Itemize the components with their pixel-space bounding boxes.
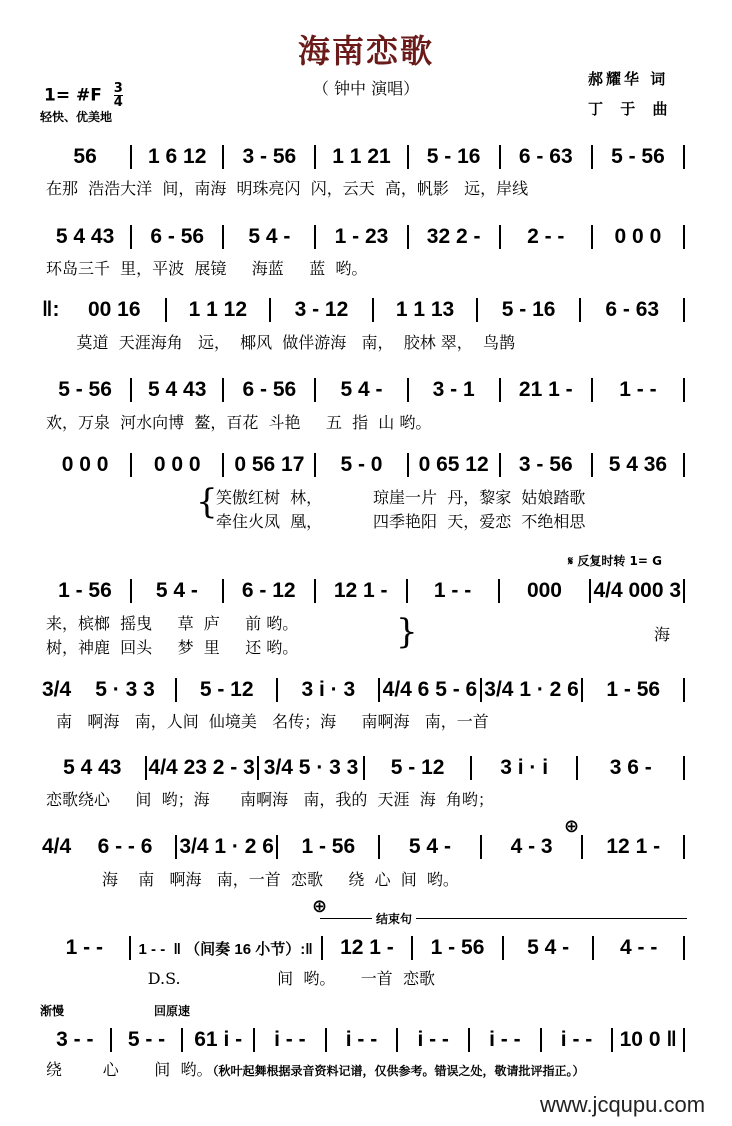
- barline: [499, 225, 501, 249]
- time-signature: [114, 82, 123, 109]
- barline: [683, 298, 685, 322]
- measure: 6 - 12: [241, 579, 296, 602]
- segno-marking: [568, 552, 662, 569]
- barline: [222, 579, 224, 603]
- barline: [591, 225, 593, 249]
- lyrics-line: 海 南 啊海 南，一首 恋歌 绕 心 间 哟。: [46, 870, 459, 889]
- barline: [181, 1028, 183, 1052]
- measure: 1 6 12: [148, 145, 207, 168]
- measure: 5 4 36: [608, 453, 668, 476]
- measure: i - -: [274, 1028, 306, 1051]
- measure: 1 - -: [433, 579, 472, 602]
- barline: [269, 298, 271, 322]
- measure: 1 - 56: [606, 678, 661, 701]
- barline: [683, 835, 685, 859]
- tempo-marking: 轻快、优美地: [40, 110, 113, 124]
- lyrics-line: [46, 1057, 584, 1080]
- time-den: 4: [113, 95, 123, 110]
- measure: 21 1 -: [518, 378, 573, 401]
- measure: 4 - -: [620, 936, 658, 959]
- measure: 1 - - ‖ （间奏 16 小节）:‖: [138, 940, 313, 958]
- measure: 5 4 43: [148, 378, 207, 401]
- barline: [130, 453, 132, 477]
- barline: [407, 225, 409, 249]
- lyrics-line: 恋歌绕心 间 哟；海 南啊海 南，我的 天涯 海 角哟；: [46, 790, 494, 809]
- measure: 3 - -: [56, 1028, 94, 1051]
- measure: 1 - 56: [430, 936, 485, 959]
- lyrics-line: 树，神鹿 回头 梦 里 还 哟。: [46, 638, 299, 657]
- measure: 32 2 -: [426, 225, 481, 248]
- measure: 5 - 12: [199, 678, 254, 701]
- measure: 12 1 -: [606, 835, 661, 858]
- measure: 1 1 13: [395, 298, 455, 321]
- composer-credit: 丁 于 曲: [588, 100, 674, 118]
- barline: [222, 145, 224, 169]
- barline: [576, 756, 578, 780]
- lyrics-line: 在那 浩浩大洋 间，南海 明珠亮闪 闪，云天 高，帆影 远，岸线: [46, 179, 529, 198]
- barline: [314, 225, 316, 249]
- notation-line: [42, 756, 687, 780]
- measure: 0 0 0: [153, 453, 201, 476]
- barline: [683, 756, 685, 780]
- measure: 4 - 3: [510, 835, 553, 858]
- notation-line: [42, 579, 687, 603]
- barline: [130, 225, 132, 249]
- notation-line: [42, 835, 687, 859]
- lyrics-line: 牵住火凤 凰， 四季艳阳 天，爱恋 不绝相思: [216, 512, 586, 531]
- barline: [257, 756, 259, 780]
- measure: 5 4 -: [340, 378, 383, 401]
- measure: 0 0 0: [61, 453, 109, 476]
- left-brace: {: [196, 482, 218, 522]
- measure: 00 16: [87, 298, 141, 321]
- notation-line: [42, 1028, 687, 1052]
- measure: 1 1 12: [188, 298, 248, 321]
- barline: [480, 678, 482, 702]
- barline: [175, 678, 177, 702]
- barline: [372, 298, 374, 322]
- lyrics-extra: 海: [654, 625, 671, 644]
- measure: 3/4 1 · 2 6: [484, 678, 579, 701]
- barline: [540, 1028, 542, 1052]
- time-num: 3: [113, 81, 123, 96]
- barline: [683, 1028, 685, 1052]
- measure: 0 0 0: [614, 225, 662, 248]
- barline: [579, 298, 581, 322]
- measure: 6 - - 6: [97, 835, 153, 858]
- barline: [589, 579, 591, 603]
- segno-text: 反复时转 1= G: [577, 554, 662, 568]
- barline: [591, 378, 593, 402]
- barline: [406, 579, 408, 603]
- measure: 5 4 -: [248, 225, 291, 248]
- singer-credit: （ 钟中 演唱）: [312, 79, 420, 98]
- barline: [499, 378, 501, 402]
- measure: 5 4 -: [527, 936, 570, 959]
- lyrics-line: 南 啊海 南，人间 仙境美 名传；海 南啊海 南，一首: [46, 712, 489, 731]
- barline: [683, 936, 685, 960]
- measure: 1 - -: [619, 378, 657, 401]
- measure: 3/4 5 · 3 3: [263, 756, 359, 779]
- measure: 12 1 -: [333, 579, 388, 602]
- segno-icon: 𝄋: [568, 554, 578, 568]
- measure: 000: [526, 579, 562, 602]
- barline: [276, 835, 278, 859]
- barline: [683, 453, 685, 477]
- measure: 3 - 12: [294, 298, 349, 321]
- measure: 6 - 56: [150, 225, 205, 248]
- measure: 1 - -: [65, 936, 103, 959]
- barline: [165, 298, 167, 322]
- measure: 3 - 56: [242, 145, 297, 168]
- barline: [222, 453, 224, 477]
- barline: [592, 936, 594, 960]
- barline: [222, 378, 224, 402]
- barline: [378, 835, 380, 859]
- measure: i - -: [417, 1028, 449, 1051]
- right-brace: }: [396, 612, 418, 652]
- barline: [468, 1028, 470, 1052]
- barline: [411, 936, 413, 960]
- measure: 5 4 43: [55, 225, 115, 248]
- barline: [175, 835, 177, 859]
- lyrics-text: 绕 心 间 哟。: [46, 1060, 213, 1079]
- lyrics-line: D.S. 间 哟。 一首 恋歌: [46, 969, 435, 988]
- barline: [683, 678, 685, 702]
- barline: [314, 579, 316, 603]
- measure: 5 - 12: [390, 756, 445, 779]
- barline: [314, 453, 316, 477]
- notation-line: [42, 378, 687, 402]
- line-prefix: 3/4: [42, 678, 72, 701]
- measure: 12 1 -: [340, 936, 394, 959]
- barline: [110, 1028, 112, 1052]
- coda-icon: ⊕: [312, 896, 328, 917]
- lyrics-line: 环岛三千 里，平波 展镜 海蓝 蓝 哟。: [46, 259, 368, 278]
- coda-label: 结束句: [372, 910, 416, 927]
- lyrics-line: 欢，万泉 河水向博 鳌，百花 斗艳 五 指 山 哟。: [46, 413, 432, 432]
- notation-line: [42, 145, 687, 169]
- barline: [581, 678, 583, 702]
- key-signature: [44, 82, 123, 109]
- barline: [498, 579, 500, 603]
- measure: 56: [73, 145, 97, 168]
- barline: [407, 378, 409, 402]
- barline: [407, 145, 409, 169]
- measure: 5 - -: [127, 1028, 166, 1051]
- barline: [325, 1028, 327, 1052]
- measure: 6 - 56: [242, 378, 297, 401]
- barline: [683, 378, 685, 402]
- measure: 1 - 23: [334, 225, 389, 248]
- notation-line: [42, 453, 687, 477]
- measure: 3 6 -: [609, 756, 652, 779]
- barline: [129, 936, 131, 960]
- barline: [683, 579, 685, 603]
- measure: 3 - 56: [518, 453, 573, 476]
- measure: 5 - 16: [501, 298, 556, 321]
- line-prefix: ‖:: [42, 298, 60, 321]
- measure: 1 - 56: [58, 579, 112, 602]
- measure: 61 i -: [194, 1028, 243, 1051]
- measure: 4/4 000 3: [593, 579, 682, 602]
- barline: [130, 145, 132, 169]
- notation-line: [42, 225, 687, 249]
- barline: [611, 1028, 613, 1052]
- ritardando-marking: 渐慢: [40, 1004, 65, 1018]
- barline: [363, 756, 365, 780]
- measure: 1 - 56: [301, 835, 356, 858]
- coda-icon: ⊕: [564, 816, 580, 837]
- measure: 3 i · 3: [301, 678, 356, 701]
- measure: 10 0 ‖: [619, 1028, 677, 1051]
- barline: [396, 1028, 398, 1052]
- measure: 5 - 16: [426, 145, 481, 168]
- measure: 3 i · i: [500, 756, 549, 779]
- measure: 5 4 -: [155, 579, 198, 602]
- barline: [145, 756, 147, 780]
- measure: i - -: [489, 1028, 521, 1051]
- measure: 4/4 23 2 - 3: [148, 756, 255, 779]
- measure: 3/4 1 · 2 6: [179, 835, 274, 858]
- key-label: 1= #F: [44, 85, 102, 106]
- barline: [470, 756, 472, 780]
- notation-line: [42, 678, 687, 702]
- measure: 2 - -: [527, 225, 565, 248]
- barline: [581, 835, 583, 859]
- barline: [499, 145, 501, 169]
- lyrics-line: 来，槟榔 摇曳 草 庐 前 哟。: [46, 614, 299, 633]
- barline: [502, 936, 504, 960]
- barline: [321, 936, 323, 960]
- barline: [130, 579, 132, 603]
- barline: [378, 678, 380, 702]
- barline: [591, 453, 593, 477]
- barline: [276, 678, 278, 702]
- measure: 5 - 56: [611, 145, 665, 168]
- barline: [591, 145, 593, 169]
- barline: [683, 225, 685, 249]
- measure: 5 4 -: [408, 835, 451, 858]
- measure: 5 - 0: [340, 453, 383, 476]
- barline: [222, 225, 224, 249]
- notation-line: [42, 936, 687, 960]
- transcription-note: （秋叶起舞根据录音资料记谱，仅供参考。错误之处，敬请批评指正。）: [212, 1064, 585, 1078]
- measure: 6 - 63: [518, 145, 573, 168]
- barline: [253, 1028, 255, 1052]
- lyrics-line: 笑傲红树 林， 琼崖一片 丹，黎家 姑娘踏歌: [216, 488, 586, 507]
- measure: 4/4 6 5 - 6: [382, 678, 478, 701]
- lyrics-line: 莫道 天涯海角 远， 椰风 做伴游海 南， 胶林 翠， 鸟鹊: [46, 333, 515, 352]
- website-watermark: www.jcqupu.com: [540, 1092, 706, 1117]
- barline: [499, 453, 501, 477]
- a-tempo-marking: 回原速: [154, 1004, 191, 1018]
- barline: [314, 145, 316, 169]
- notation-line: [42, 298, 687, 322]
- barline: [130, 378, 132, 402]
- measure: 0 56 17: [234, 453, 305, 476]
- measure: 5 - 56: [58, 378, 112, 401]
- measure: 1 1 21: [332, 145, 391, 168]
- lyricist-credit: 郝耀华 词: [588, 70, 669, 88]
- measure: i - -: [560, 1028, 593, 1051]
- barline: [407, 453, 409, 477]
- measure: 0 65 12: [418, 453, 489, 476]
- measure: 5 · 3 3: [95, 678, 155, 701]
- barline: [314, 378, 316, 402]
- measure: 5 4 43: [63, 756, 122, 779]
- barline: [683, 145, 685, 169]
- barline: [480, 835, 482, 859]
- measure: 3 - 1: [432, 378, 475, 401]
- song-title: 海南恋歌: [297, 32, 434, 70]
- barline: [476, 298, 478, 322]
- measure: i - -: [345, 1028, 378, 1051]
- line-prefix: 4/4: [42, 835, 72, 858]
- measure: 6 - 63: [605, 298, 660, 321]
